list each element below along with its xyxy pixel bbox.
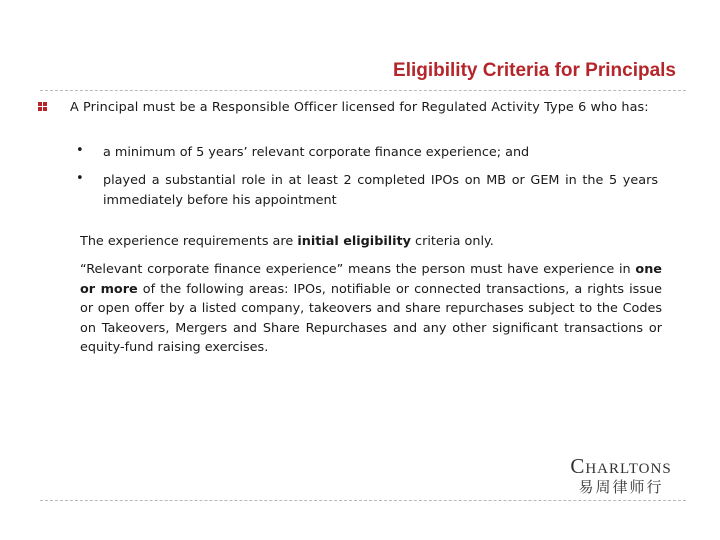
logo-name-en: Charltons [570, 454, 672, 478]
square-bullet-icon [38, 102, 47, 111]
para-emphasis: initial eligibility [297, 234, 411, 249]
para-text: of the following areas: IPOs, notifiable or connected transactions, a rights issue or open offer by a listed company, takeovers and share repurchases subject to the Codes on Takeovers, Mergers and Share Repurchases and any other significant transactions or equity-fund raising exercises. [80, 281, 662, 355]
sub-bullet-marker: • [76, 143, 84, 158]
page-title: Eligibility Criteria for Principals [393, 60, 676, 81]
para-emphasis: one or more [80, 262, 662, 297]
sub-bullet-text: played a substantial role in at least 2 completed IPOs on MB or GEM in the 5 years immediately before his appointment [103, 173, 658, 208]
sub-bullet-text: a minimum of 5 years’ relevant corporate finance experience; and [103, 145, 530, 160]
definition-paragraph [80, 260, 662, 358]
para-text: “Relevant corporate finance experience” means the person must have experience in [80, 262, 636, 277]
para-text: The experience requirements are [80, 234, 298, 249]
logo-name-zh: 易周律师行 [578, 478, 664, 496]
lead-bullet-text: A Principal must be a Responsible Officer licensed for Regulated Activity Type 6 who has: [70, 100, 649, 115]
top-divider [40, 90, 686, 91]
bottom-divider [40, 500, 686, 501]
charltons-logo [560, 455, 682, 497]
experience-note-paragraph [80, 232, 662, 252]
para-text: criteria only. [410, 234, 494, 249]
sub-bullet-marker: • [76, 171, 84, 186]
